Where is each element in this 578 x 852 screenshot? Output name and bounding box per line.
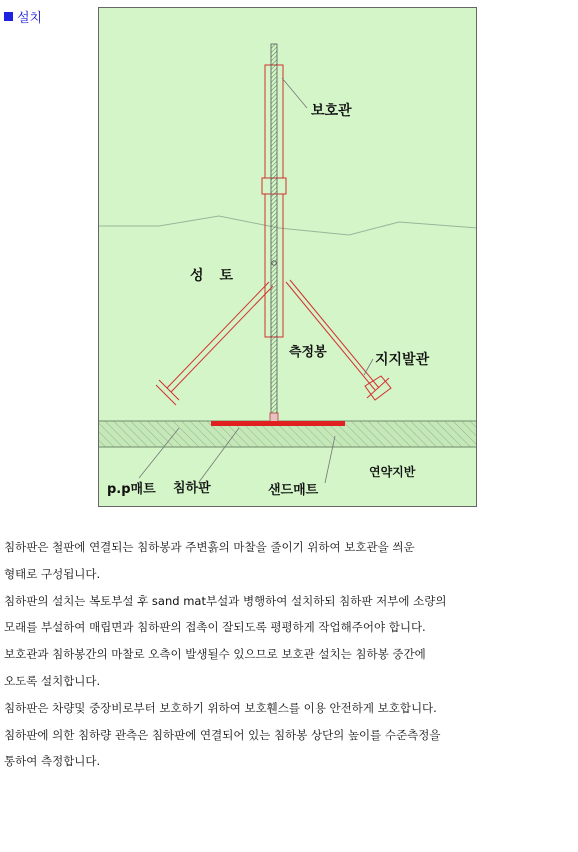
text-line: 침하판은 철판에 연결되는 침하봉과 주변흙의 마찰을 줄이기 위하여 보호관을 씌운 xyxy=(4,540,415,554)
label-sand-mat: 샌드매트 xyxy=(268,483,319,498)
left-support-leg-a xyxy=(167,282,269,388)
right-leg-foot-cross xyxy=(367,378,389,398)
blue-square-icon xyxy=(4,12,13,21)
section-heading-label: 설치 xyxy=(17,11,43,26)
text-line: 오도록 설치합니다. xyxy=(4,673,101,688)
text-line: 형태로 구성됩니다. xyxy=(4,566,101,581)
label-pp-mat: p.p매트 xyxy=(107,482,156,497)
description-text xyxy=(4,534,574,775)
right-support-leg-a xyxy=(286,282,375,390)
label-protective-pipe: 보호관 xyxy=(311,103,352,119)
text-line: 침하판에 의한 침하량 관측은 침하판에 연결되어 있는 침하봉 상단의 높이를 수준측정을 xyxy=(4,727,441,742)
settlement-plate-diagram xyxy=(98,7,477,507)
label-soft-ground: 연약지반 xyxy=(369,465,416,479)
section-heading xyxy=(4,7,42,26)
embankment-surface-line xyxy=(99,216,477,235)
leader-support-leg xyxy=(364,359,373,375)
left-leg-foot-b xyxy=(156,385,176,405)
text-line: 침하판의 설치는 복토부설 후 sand mat부설과 병행하여 설치하되 침하판 저부에 소량의 xyxy=(4,593,447,608)
measuring-rod xyxy=(271,44,277,422)
label-measuring-rod: 측정봉 xyxy=(289,345,327,360)
label-support-leg: 지지발관 xyxy=(375,352,430,368)
text-line: 보호관과 침하봉간의 마찰로 오측이 발생될수 있으므로 보호관 설치는 침하봉 중간에 xyxy=(4,647,426,662)
rod-foot xyxy=(270,413,278,422)
text-line: 침하판은 차량및 중장비로부터 보호하기 위하여 보호휀스를 이용 안전하게 보호합니다. xyxy=(4,700,437,715)
label-settlement-plate: 침하판 xyxy=(173,481,211,496)
leader-protective-pipe xyxy=(282,78,307,108)
left-support-leg-b xyxy=(171,286,273,392)
left-leg-foot-a xyxy=(159,380,179,400)
settlement-plate xyxy=(211,421,345,426)
text-line: 통하여 측정합니다. xyxy=(4,754,101,769)
text-line: 모래를 부설하여 매립면과 침하판의 접촉이 잘되도록 평평하게 작업해주어야 합니다. xyxy=(4,620,426,635)
diagram-drawing xyxy=(99,8,477,507)
label-embankment: 성토 xyxy=(190,268,250,284)
